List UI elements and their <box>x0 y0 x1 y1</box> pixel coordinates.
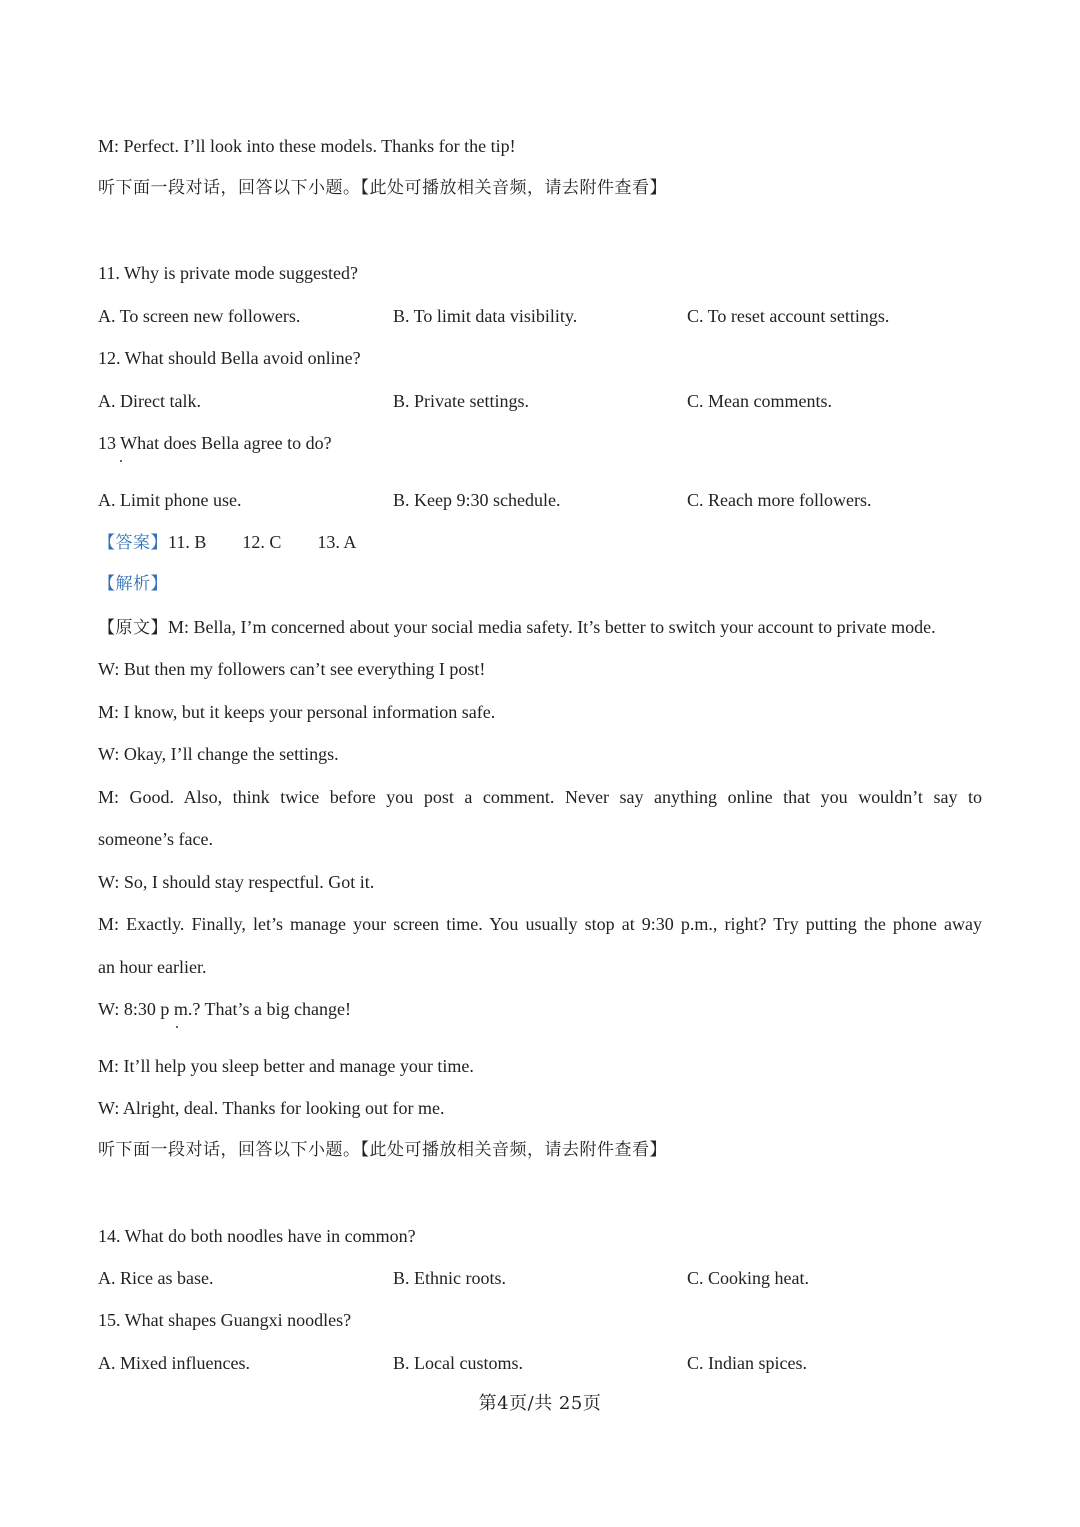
transcript-line-2: W: But then my followers can’t see everything I post! <box>98 659 486 679</box>
q11-option-b: B. To limit data visibility. <box>393 306 578 326</box>
transcript-line-4: W: Okay, I’ll change the settings. <box>98 744 339 764</box>
q15-option-b: B. Local customs. <box>393 1353 523 1373</box>
question-13-stem: 13 What does Bella agree to do? <box>98 433 332 453</box>
transcript-line-9: M: It’ll help you sleep better and manage your time. <box>98 1056 474 1076</box>
analysis-label: 【解析】 <box>98 574 168 594</box>
stray-dot <box>120 460 122 462</box>
answer-13: 13. A <box>317 532 357 552</box>
answer-11: 11. B <box>168 532 207 552</box>
transcript-line-6: W: So, I should stay respectful. Got it. <box>98 872 375 892</box>
q13-option-c: C. Reach more followers. <box>687 490 872 510</box>
dialogue-line: M: Perfect. I’ll look into these models. Thanks for the tip! <box>98 136 516 156</box>
transcript-line-7b: an hour earlier. <box>98 957 207 977</box>
q11-option-a: A. To screen new followers. <box>98 306 301 326</box>
q13-option-b: B. Keep 9:30 schedule. <box>393 490 561 510</box>
stray-dot <box>176 1026 178 1028</box>
answer-line <box>98 530 356 555</box>
q15-option-a: A. Mixed influences. <box>98 1353 250 1373</box>
page-number-footer: 第4页/共 25页 <box>478 1393 602 1414</box>
question-14-stem: 14. What do both noodles have in common? <box>98 1226 416 1246</box>
answer-12: 12. C <box>242 532 282 552</box>
question-12-stem: 12. What should Bella avoid online? <box>98 348 361 368</box>
q14-option-c: C. Cooking heat. <box>687 1268 809 1288</box>
q13-option-a: A. Limit phone use. <box>98 490 242 510</box>
answer-label: 【答案】 <box>98 533 168 553</box>
transcript-line-5a: M: Good. Also, think twice before you post a comment. Never say anything online that you wouldn’t say to <box>98 787 982 807</box>
question-15-stem: 15. What shapes Guangxi noodles? <box>98 1310 352 1330</box>
listening-instruction: 听下面一段对话，回答以下小题。【此处可播放相关音频，请去附件查看】 <box>98 178 667 198</box>
q12-option-b: B. Private settings. <box>393 391 529 411</box>
transcript-line-8: W: 8:30 p m.? That’s a big change! <box>98 999 351 1019</box>
q14-option-b: B. Ethnic roots. <box>393 1268 506 1288</box>
transcript-text: M: Bella, I’m concerned about your social media safety. It’s better to switch your account to private mode. <box>168 617 936 637</box>
transcript-line-5b: someone’s face. <box>98 829 213 849</box>
listening-instruction: 听下面一段对话，回答以下小题。【此处可播放相关音频，请去附件查看】 <box>98 1140 667 1160</box>
transcript-label: 【原文】 <box>98 618 168 638</box>
q14-option-a: A. Rice as base. <box>98 1268 214 1288</box>
q11-option-c: C. To reset account settings. <box>687 306 890 326</box>
transcript-line-3: M: I know, but it keeps your personal information safe. <box>98 702 496 722</box>
q15-option-c: C. Indian spices. <box>687 1353 807 1373</box>
q12-option-c: C. Mean comments. <box>687 391 832 411</box>
q12-option-a: A. Direct talk. <box>98 391 201 411</box>
question-11-stem: 11. Why is private mode suggested? <box>98 263 358 283</box>
transcript-line-1 <box>98 615 936 640</box>
transcript-line-7a: M: Exactly. Finally, let’s manage your screen time. You usually stop at 9:30 p.m., right? Try putting the phone away <box>98 914 982 934</box>
transcript-line-10: W: Alright, deal. Thanks for looking out for me. <box>98 1098 445 1118</box>
